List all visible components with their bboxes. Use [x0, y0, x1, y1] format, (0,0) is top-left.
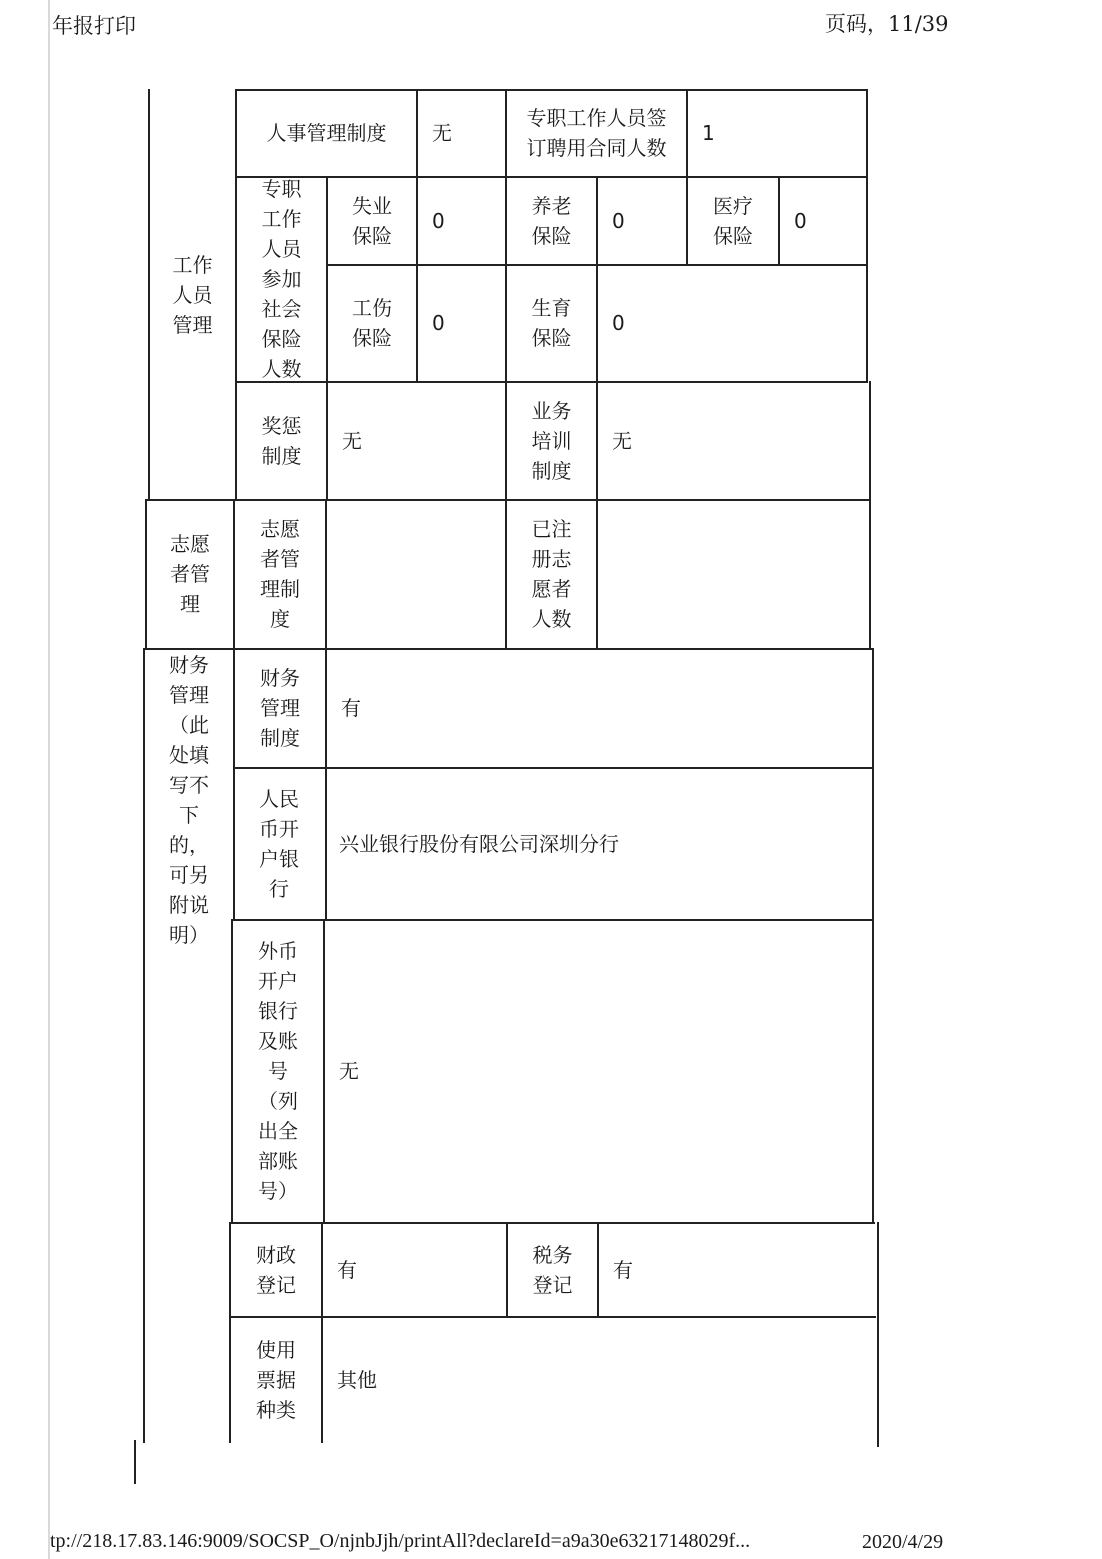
receipt-type-value: 其他	[337, 1368, 377, 1392]
reward-system-label: 奖惩制度	[261, 413, 302, 468]
volunteer-system-value	[327, 500, 505, 648]
pension-insurance-value: 0	[612, 208, 625, 233]
fx-bank-label: 外币开户银行及账号（列出全部账号）	[258, 939, 298, 1203]
volunteer-section-label: 志愿者管理	[170, 532, 210, 616]
training-system-value: 无	[612, 428, 632, 453]
registered-volunteers-label: 已注册志愿者人数	[531, 517, 572, 631]
finance-system-label: 财务管理制度	[260, 666, 300, 750]
maternity-insurance-label: 生育保险	[531, 296, 572, 350]
tax-registration-value: 有	[613, 1257, 633, 1282]
finance-system-value: 有	[341, 696, 361, 720]
contract-count-label: 专职工作人员签订聘用合同人数	[526, 106, 667, 160]
training-system-label: 业务培训制度	[531, 398, 572, 483]
footer-date: 2020/4/29	[862, 1531, 944, 1553]
fiscal-registration-value: 有	[337, 1257, 357, 1282]
medical-insurance-value: 0	[794, 208, 807, 233]
reward-system-value: 无	[342, 428, 362, 453]
scan-edge	[48, 0, 50, 1559]
page-margin-line	[134, 1440, 136, 1484]
staff-section-label: 工作人员管理	[172, 253, 213, 337]
receipt-type-label: 使用票据种类	[256, 1338, 296, 1422]
unemployment-insurance-label: 失业保险	[352, 193, 392, 248]
rmb-bank-label: 人民币开户银行	[259, 786, 299, 901]
tax-registration-label: 税务登记	[532, 1242, 573, 1297]
hr-system-value: 无	[432, 121, 452, 145]
fiscal-registration-label: 财政登记	[256, 1242, 296, 1297]
footer-url: tp://218.17.83.146:9009/SOCSP_O/njnbJjh/printAll?declareId=a9a30e63217148029f...	[50, 1530, 751, 1552]
contract-count-value: 1	[702, 121, 715, 145]
unemployment-insurance-value: 0	[432, 208, 445, 233]
volunteer-system-label: 志愿者管理制度	[260, 517, 300, 631]
registered-volunteers-value	[598, 500, 869, 648]
rmb-bank-value: 兴业银行股份有限公司深圳分行	[339, 831, 619, 856]
header-title: 年报打印	[52, 14, 136, 38]
pension-insurance-label: 养老保险	[531, 193, 572, 248]
injury-insurance-label: 工伤保险	[352, 296, 392, 350]
finance-section-label: 财务管理（此处填写不下的，可另附说明）	[169, 653, 209, 947]
maternity-insurance-value: 0	[612, 311, 625, 335]
fx-bank-value: 无	[339, 1059, 359, 1083]
injury-insurance-value: 0	[432, 311, 445, 335]
page-number: 页码，11/39	[825, 12, 949, 36]
hr-system-label: 人事管理制度	[266, 121, 387, 145]
medical-insurance-label: 医疗保险	[713, 193, 753, 248]
insurance-label: 专职工作人员参加社会保险人数	[261, 177, 302, 381]
